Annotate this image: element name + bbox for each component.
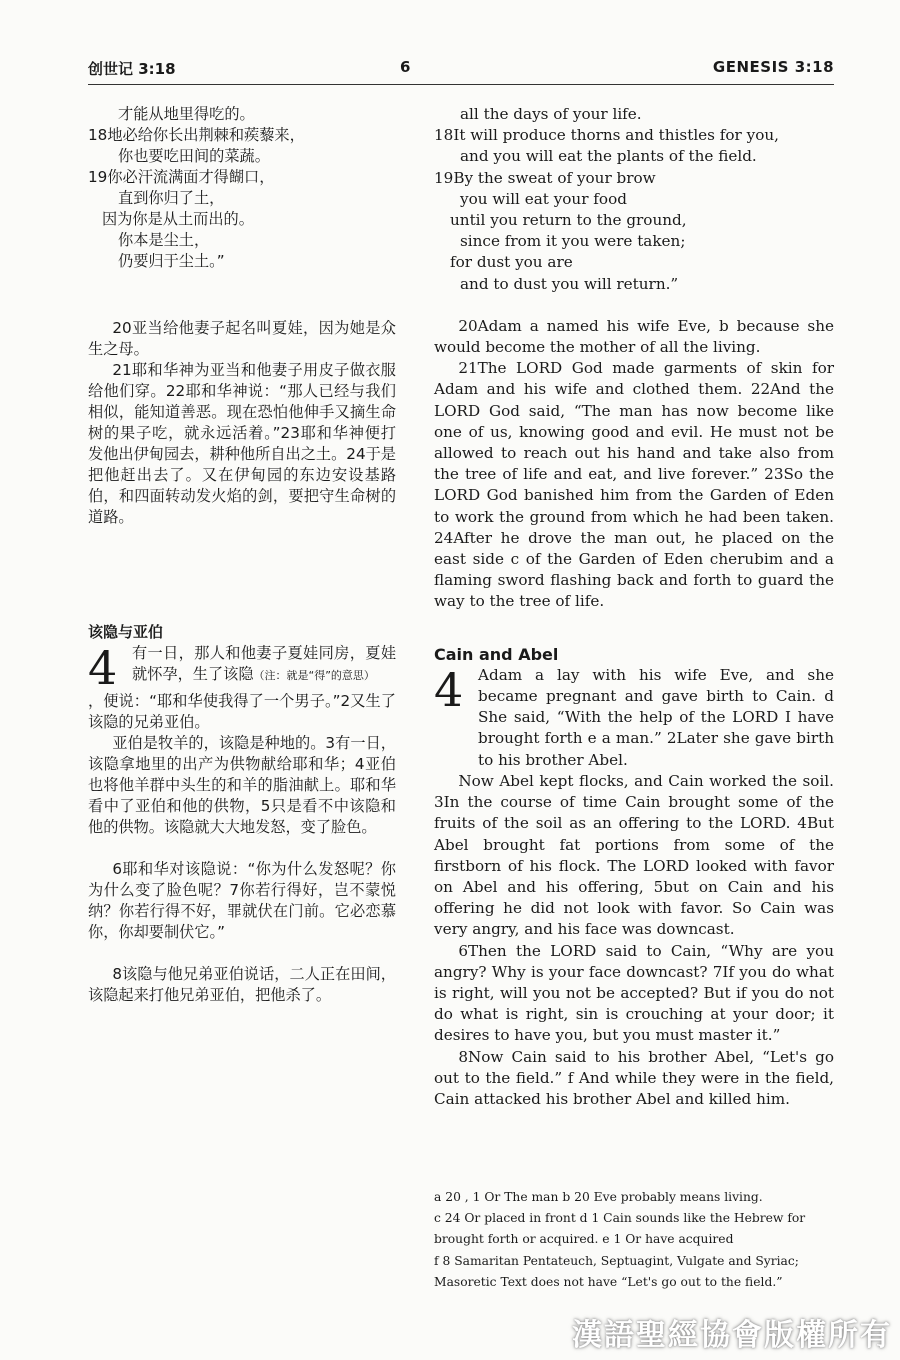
en-verse-20: 20Adam a named his wife Eve, b because she would become the mother of all the living.	[434, 316, 834, 357]
en-poem-line: 19By the sweat of your brow	[434, 168, 656, 187]
en-verses-21-24: 21The LORD God made garments of skin for Adam and his wife and clothed them. 22And the LORD God said, “The man has now become like one of us, knowing good and evil. He must not be allowed to reach out his hand and take also from the tree of life and eat, and live forever.” 23So the LORD God banished him from the Garden of Eden to work the ground from which he had been taken. 24After he drove the man out, he placed on the east side c of the Garden of Eden cherubim and a flaming sword flashing back and forth to guard the way to the tree of life.	[434, 359, 834, 611]
page-number: 6	[400, 58, 411, 76]
zh-poem-line: 才能从地里得吃的。	[118, 105, 255, 123]
footnote-line: brought forth or acquired. e 1 Or have acquired	[434, 1232, 734, 1247]
en-section-heading: Cain and Abel	[434, 644, 559, 664]
footnote-line: Masoretic Text does not have “Let's go out to the field.”	[434, 1274, 783, 1289]
chinese-column	[88, 104, 396, 1006]
en-verses-2-5: Now Abel kept flocks, and Cain worked the soil. 3In the course of time Cain brought some of the fruits of the soil as an offering to the LORD. 4But Abel brought fat portions from some of the firstborn of his flock. The LORD looked with favor on Abel and his offering, 5but on Cain and his offering he did not look with favor. So Cain was very angry, and his face was downcast.	[434, 771, 834, 939]
en-poem-line: since from it you were taken;	[460, 232, 686, 251]
zh-poem	[88, 104, 396, 272]
en-verse-8: 8Now Cain said to his brother Abel, “Let's go out to the field.” f And while they were in the field, Cain attacked his brother Abel and killed him.	[434, 1047, 834, 1108]
zh-poem-line: 你本是尘土，	[118, 231, 210, 249]
zh-chapter-4-opening	[88, 641, 396, 695]
en-poem-line: 18It will produce thorns and thistles for you,	[434, 126, 779, 145]
en-poem	[434, 104, 834, 295]
zh-poem-line: 19你必汗流满面才得餬口，	[88, 168, 275, 186]
running-head-chinese: 创世记 3:18	[88, 60, 176, 78]
english-column	[434, 104, 834, 1110]
header-rule	[88, 84, 834, 85]
en-poem-line: until you return to the ground,	[450, 211, 687, 230]
zh-poem-line: 你也要吃田间的菜蔬。	[118, 147, 270, 165]
en-verse-1: Adam a lay with his wife Eve, and she became pregnant and gave birth to Cain. d She said, “With the help of the LORD I have brought forth e a man.” 2Later she gave birth to his brother Abel.	[478, 665, 834, 769]
en-poem-line: you will eat your food	[460, 189, 627, 208]
running-head-english: GENESIS 3:18	[712, 58, 834, 76]
zh-verses-21-24: 21耶和华神为亚当和他妻子用皮子做衣服给他们穿。22耶和华神说：“那人已经与我们相似，能知道善恶。现在恐怕他伸手又摘生命树的果子吃，就永远活着。”23耶和华神便打发他出伊甸园去，耕种他所自出之土。24于是把他赶出去了。又在伊甸园的东边安设基路伯，和四面转动发火焰的剑，要把守生命树的道路。	[88, 361, 396, 526]
zh-verses-2-5: 亚伯是牧羊的，该隐是种地的。3有一日，该隐拿地里的出产为供物献给耶和华；4亚伯也将他羊群中头生的和羊的脂油献上。耶和华看中了亚伯和他的供物，5只是看不中该隐和他的供物。该隐就大大地发怒，变了脸色。	[88, 734, 396, 836]
zh-verse-1-note: （注：就是“得”的意思）	[253, 669, 375, 682]
zh-section-heading: 该隐与亚伯	[88, 623, 164, 641]
copyright-watermark: 漢語聖經協會版權所有	[572, 1318, 892, 1353]
en-poem-line: and you will eat the plants of the field.	[460, 147, 757, 166]
zh-verse-1-2: ，便说：“耶和华使我得了一个男子。”2又生了该隐的兄弟亚伯。	[88, 692, 396, 731]
en-chapter-4-opening	[434, 662, 834, 771]
footnote-line: f 8 Samaritan Pentateuch, Septuagint, Vulgate and Syriac;	[434, 1253, 799, 1268]
zh-poem-line: 仍要归于尘土。”	[118, 252, 225, 270]
en-poem-line: and to dust you will return.”	[460, 274, 679, 293]
en-chapter-number: 4	[434, 662, 464, 717]
footnotes	[434, 1187, 834, 1293]
zh-poem-line: 18地必给你长出荆棘和蒺藜来，	[88, 126, 305, 144]
zh-verse-8: 8该隐与他兄弟亚伯说话，二人正在田间，该隐起来打他兄弟亚伯，把他杀了。	[88, 965, 396, 1004]
footnote-line: c 24 Or placed in front d 1 Cain sounds like the Hebrew for	[434, 1211, 806, 1226]
zh-poem-line: 直到你归了土，	[118, 189, 225, 207]
zh-poem-line: 因为你是从土而出的。	[102, 210, 254, 228]
en-poem-line: all the days of your life.	[460, 105, 642, 123]
zh-verse-1-text: 有一日，那人和他妻子夏娃同房，夏娃就怀孕，生了该隐	[132, 644, 396, 683]
zh-verses-6-7: 6耶和华对该隐说：“你为什么发怒呢？你为什么变了脸色呢？7你若行得好，岂不蒙悦纳？你若行得不好，罪就伏在门前。它必恋慕你，你却要制伏它。”	[88, 860, 396, 941]
zh-verse-1	[132, 643, 396, 686]
footnote-line: a 20 , 1 Or The man b 20 Eve probably means living.	[434, 1190, 763, 1204]
en-poem-line: for dust you are	[450, 253, 573, 272]
zh-chapter-number: 4	[88, 641, 118, 695]
en-verses-6-7: 6Then the LORD said to Cain, “Why are you angry? Why is your face downcast? 7If you do what is right, will you not be accepted? But if you do not do what is right, sin is crouching at your door; it desires to have you, but you must master it.”	[434, 941, 834, 1045]
zh-verse-20: 20亚当给他妻子起名叫夏娃，因为她是众生之母。	[88, 319, 396, 358]
